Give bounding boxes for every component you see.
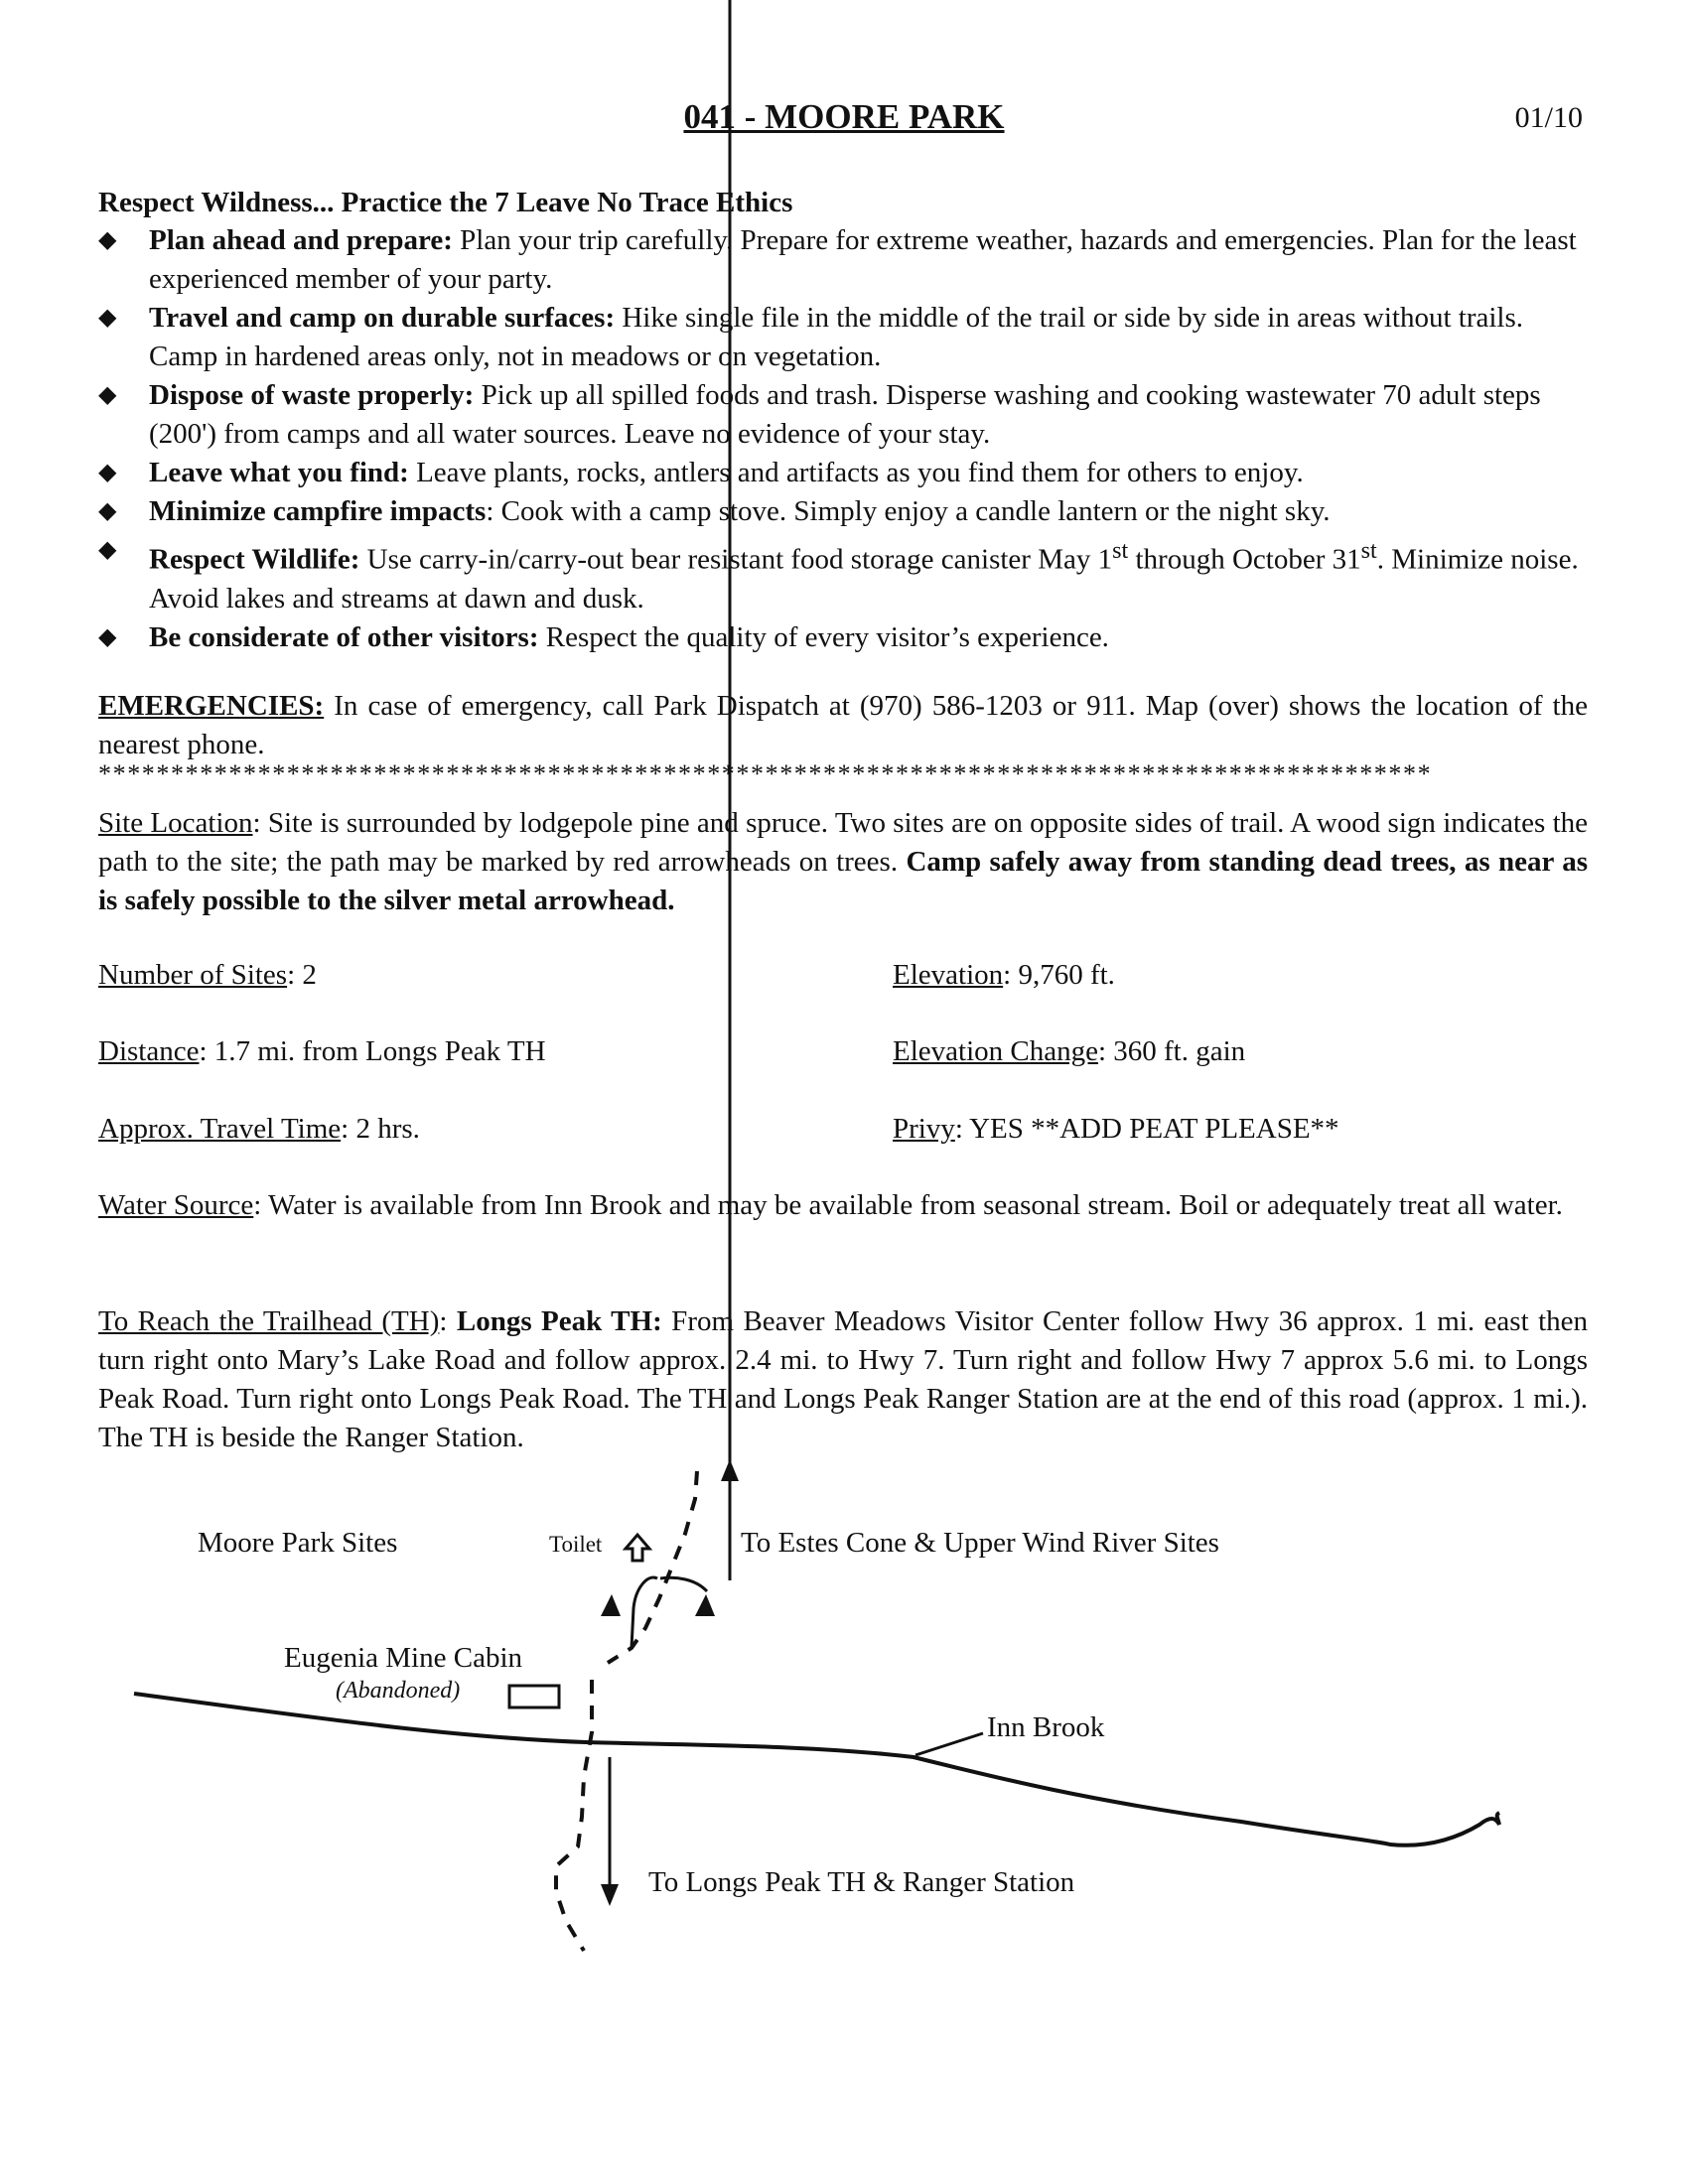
elevation-change-field: Elevation Change: 360 ft. gain — [893, 1035, 1246, 1067]
map-label-to-estes-cone: To Estes Cone & Upper Wind River Sites — [741, 1527, 1219, 1559]
list-item: ◆ Minimize campfire impacts: Cook with a camp stove. Simply enjoy a candle lantern or the night sky. — [98, 492, 1598, 531]
lnt-heading: Respect Wildness... Practice the 7 Leave No Trace Ethics — [98, 187, 793, 218]
page-number: 01/10 — [1514, 101, 1583, 134]
elevation-field: Elevation: 9,760 ft. — [893, 959, 1115, 991]
sites-field: Number of Sites: 2 — [98, 959, 317, 991]
toilet-icon — [626, 1535, 649, 1561]
list-item: ◆ Dispose of waste properly: Pick up all spilled foods and trash. Disperse washing and cooking wastewater 70 adult steps (200') from camps and all water sources. Leave no evidence of your stay. — [98, 376, 1598, 454]
diamond-bullet-icon: ◆ — [98, 305, 117, 331]
north-arrow-icon — [721, 1459, 739, 1481]
list-item: ◆ Be considerate of other visitors: Respect the quality of every visitor’s experience. — [98, 618, 1598, 657]
trail-dashed-upper — [608, 1471, 697, 1663]
diamond-bullet-icon: ◆ — [98, 227, 117, 253]
south-arrow-icon — [601, 1884, 619, 1906]
travel-time-field: Approx. Travel Time: 2 hrs. — [98, 1113, 420, 1145]
map-label-inn-brook: Inn Brook — [987, 1711, 1105, 1743]
map-label-cabin: Eugenia Mine Cabin — [284, 1642, 523, 1674]
trail-spur — [632, 1577, 707, 1648]
distance-field: Distance: 1.7 mi. from Longs Peak TH — [98, 1035, 546, 1067]
privy-field: Privy: YES **ADD PEAT PLEASE** — [893, 1113, 1339, 1145]
list-item: ◆ Travel and camp on durable surfaces: Hike single file in the middle of the trail or side by side in areas without trails. Camp in hardened areas only, not in meadows or on vegetation. — [98, 299, 1598, 376]
list-item: ◆ Plan ahead and prepare: Plan your trip carefully. Prepare for extreme weather, hazards and emergencies. Plan for the least experienced member of your party. — [98, 221, 1598, 299]
trail-dashed-lower — [556, 1680, 592, 1951]
water-source-paragraph: Water Source: Water is available from Inn Brook and may be available from seasonal stream. Boil or adequately treat all water. — [98, 1189, 1563, 1221]
map-label-toilet: Toilet — [549, 1532, 603, 1557]
cabin-icon — [509, 1686, 559, 1707]
campsite-marker-icon — [601, 1594, 621, 1616]
diamond-bullet-icon: ◆ — [98, 498, 117, 524]
list-item: ◆ Respect Wildlife: Use carry-in/carry-out bear resistant food storage canister May 1st through October 31st. Minimize noise. Avoid lakes and streams at dawn and dusk. — [98, 531, 1598, 618]
list-item: ◆ Leave what you find: Leave plants, rocks, antlers and artifacts as you find them for others to enjoy. — [98, 454, 1598, 492]
diamond-bullet-icon: ◆ — [98, 382, 117, 408]
page-title: 041 - MOORE PARK — [683, 97, 1005, 136]
campsite-marker-icon — [695, 1594, 715, 1616]
map-label-moore-park-sites: Moore Park Sites — [198, 1527, 398, 1559]
diamond-bullet-icon: ◆ — [98, 460, 117, 485]
inn-brook-line — [134, 1694, 1499, 1845]
diamond-bullet-icon: ◆ — [98, 623, 117, 650]
diamond-bullet-icon: ◆ — [98, 537, 117, 563]
inn-brook-pointer — [915, 1733, 983, 1755]
map-label-abandoned: (Abandoned) — [336, 1678, 461, 1704]
trailhead-directions-paragraph: To Reach the Trailhead (TH): Longs Peak TH: From Beaver Meadows Visitor Center follow Hwy 36 approx. 1 mi. east then turn right onto Mary’s Lake Road and follow approx. 2.4 mi. to Hwy 7. Turn right and follow Hwy 7 approx 5.6 mi. to Longs Peak Road. Turn right onto Longs Peak Road. The TH and Longs Peak Ranger Station are at the end of this road (approx. 1 mi.). The TH is beside the Ranger Station. — [98, 1305, 1588, 1453]
separator-line: ******************************************************************************************** — [98, 759, 1433, 788]
site-location-paragraph: Site Location: Site is surrounded by lodgepole pine and spruce. Two sites are on opposite sides of trail. A wood sign indicates the path to the site; the path may be marked by red arrowheads on trees. Camp safely away from standing dead trees, as near as is safely possible to the silver metal arrowhead. — [98, 807, 1589, 916]
map-label-to-longs-peak: To Longs Peak TH & Ranger Station — [648, 1866, 1075, 1898]
emergency-paragraph: EMERGENCIES: In case of emergency, call Park Dispatch at (970) 586-1203 or 911. Map (over) shows the location of the nearest phone. — [98, 690, 1588, 760]
